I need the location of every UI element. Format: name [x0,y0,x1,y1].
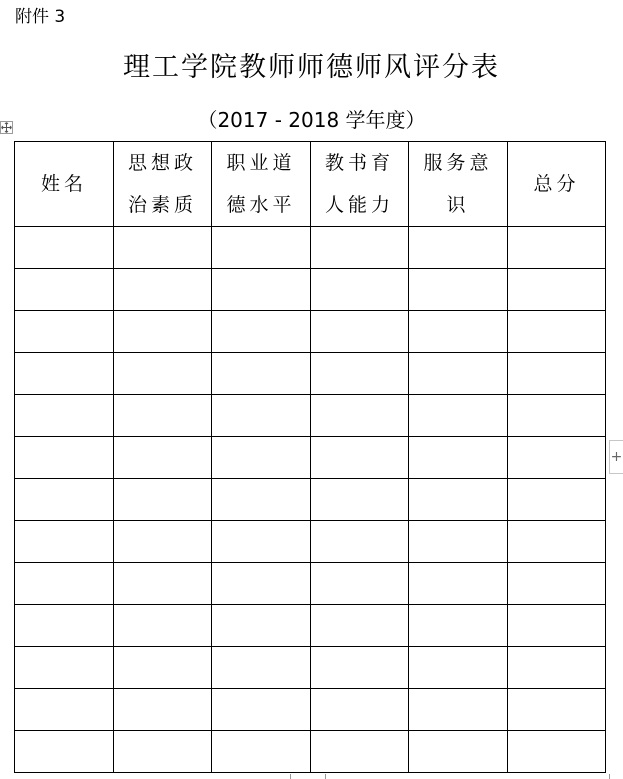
table-header-row [15,142,606,227]
table-cell[interactable] [508,605,606,647]
table-cell[interactable] [114,311,212,353]
table-cell[interactable] [114,521,212,563]
col-header-total-score: 总分 [508,142,606,227]
ruler-tick [325,774,326,779]
table-cell[interactable] [409,269,508,311]
table-cell[interactable] [508,227,606,269]
col-header-service-awareness: 服务意 识 [409,142,508,227]
table-cell[interactable] [114,353,212,395]
table-cell[interactable] [409,479,508,521]
table-cell[interactable] [114,479,212,521]
table-cell[interactable] [212,647,311,689]
table-cell[interactable] [212,311,311,353]
table-cell[interactable] [212,689,311,731]
table-cell[interactable] [311,437,409,479]
col-header-political-quality: 思想政 治素质 [114,142,212,227]
table-cell[interactable] [212,353,311,395]
table-cell[interactable] [212,395,311,437]
table-cell[interactable] [212,479,311,521]
table-cell[interactable] [212,563,311,605]
table-cell[interactable] [212,521,311,563]
table-cell[interactable] [409,521,508,563]
table-cell[interactable] [409,227,508,269]
table-cell[interactable] [15,227,114,269]
table-cell[interactable] [15,605,114,647]
table-row [15,395,606,437]
table-cell[interactable] [15,689,114,731]
table-cell[interactable] [15,311,114,353]
col-header-professional-ethics: 职业道 德水平 [212,142,311,227]
table-cell[interactable] [15,521,114,563]
page-title: 理工学院教师师德师风评分表 [123,52,500,83]
table-cell[interactable] [212,227,311,269]
table-cell[interactable] [508,311,606,353]
table-cell[interactable] [311,311,409,353]
table-row [15,563,606,605]
table-cell[interactable] [311,353,409,395]
table-cell[interactable] [508,395,606,437]
table-cell[interactable] [114,731,212,773]
table-cell[interactable] [114,437,212,479]
table-cell[interactable] [311,563,409,605]
table-cell[interactable] [212,269,311,311]
table-cell[interactable] [409,437,508,479]
table-cell[interactable] [508,731,606,773]
table-cell[interactable] [15,731,114,773]
table-cell[interactable] [311,647,409,689]
table-cell[interactable] [409,563,508,605]
table-row [15,521,606,563]
table-row [15,269,606,311]
ruler-tick [609,774,610,779]
table-cell[interactable] [15,353,114,395]
table-cell[interactable] [15,269,114,311]
table-cell[interactable] [409,731,508,773]
table-cell[interactable] [508,479,606,521]
table-row [15,353,606,395]
table-cell[interactable] [212,605,311,647]
table-cell[interactable] [311,605,409,647]
table-cell[interactable] [15,479,114,521]
table-cell[interactable] [15,647,114,689]
add-column-handle[interactable] [609,440,623,474]
table-cell[interactable] [508,689,606,731]
table-cell[interactable] [311,521,409,563]
table-cell[interactable] [508,269,606,311]
table-row [15,311,606,353]
table-cell[interactable] [114,605,212,647]
table-cell[interactable] [311,479,409,521]
table-cell[interactable] [311,269,409,311]
table-move-handle[interactable] [0,121,13,134]
table-cell[interactable] [15,563,114,605]
table-cell[interactable] [114,563,212,605]
col-header-teaching-ability: 教书育 人能力 [311,142,409,227]
table-row [15,731,606,773]
table-cell[interactable] [508,521,606,563]
table-cell[interactable] [311,395,409,437]
col-header-name: 姓名 [15,142,114,227]
table-row [15,227,606,269]
table-cell[interactable] [409,395,508,437]
table-cell[interactable] [508,437,606,479]
table-row [15,479,606,521]
table-cell[interactable] [508,353,606,395]
table-cell[interactable] [212,437,311,479]
table-cell[interactable] [409,311,508,353]
table-cell[interactable] [508,563,606,605]
table-row [15,689,606,731]
table-row [15,605,606,647]
table-cell[interactable] [114,395,212,437]
plus-icon: + [610,449,623,465]
table-cell[interactable] [311,689,409,731]
table-cell[interactable] [114,689,212,731]
page-subtitle: （2017 - 2018 学年度） [197,108,426,132]
table-cell[interactable] [311,731,409,773]
evaluation-table [14,141,606,773]
attachment-label: 附件 3 [15,7,66,27]
table-cell[interactable] [409,353,508,395]
table-body [15,227,606,773]
table-cell[interactable] [15,437,114,479]
table-cell[interactable] [114,227,212,269]
ruler-tick [290,774,291,779]
table-row [15,437,606,479]
table-cell[interactable] [409,689,508,731]
table-cell[interactable] [212,731,311,773]
table-cell[interactable] [114,647,212,689]
table-cell[interactable] [311,227,409,269]
move-icon [1,122,12,133]
table-cell[interactable] [409,647,508,689]
table-cell[interactable] [114,269,212,311]
table-cell[interactable] [508,647,606,689]
table-row [15,647,606,689]
table-cell[interactable] [15,395,114,437]
table-cell[interactable] [409,605,508,647]
